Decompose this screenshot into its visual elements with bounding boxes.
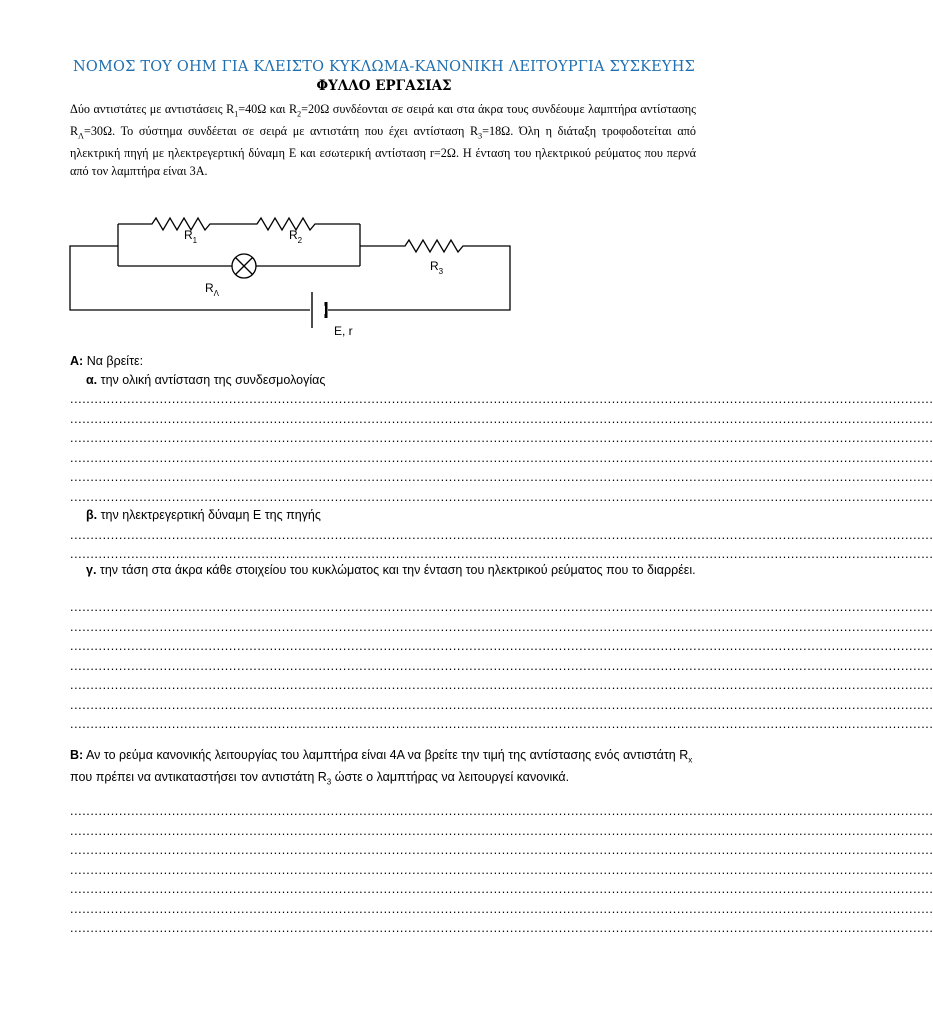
subscript: 3 [326, 777, 332, 787]
answer-line[interactable]: .................................................................................................................................................................................................................... [70, 490, 933, 504]
label-rl: $R_\Lambda$ [205, 281, 220, 298]
answer-line[interactable]: .................................................................................................................................................................................................................... [70, 392, 933, 406]
problem-statement [70, 101, 696, 180]
section-b [70, 747, 696, 791]
intro-text: =30Ω. Το σύστημα συνδέεται σε σειρά με αντιστάτη που έχει αντίσταση R [83, 124, 479, 139]
answer-line[interactable]: .................................................................................................................................................................................................................... [70, 882, 933, 896]
battery-icon [312, 292, 326, 328]
answer-line[interactable]: .................................................................................................................................................................................................................... [70, 824, 933, 838]
answer-line[interactable]: .................................................................................................................................................................................................................... [70, 547, 933, 561]
question-c-label: γ. [86, 563, 97, 577]
subscript: 3 [478, 131, 483, 141]
label-source: E, r [334, 324, 353, 338]
lamp-icon [232, 254, 256, 278]
answer-line[interactable]: .................................................................................................................................................................................................................... [70, 600, 933, 614]
label-r2: $R_2$ [289, 228, 303, 245]
worksheet-title: ΝΟΜΟΣ ΤΟΥ ΟΗΜ ΓΙΑ ΚΛΕΙΣΤΟ ΚΥΚΛΩΜΑ-ΚΑΝΟΝΙΚΗ ΛΕΙΤΟΥΡΓΙΑ ΣΥΣΚΕΥΗΣ [72, 59, 696, 75]
question-b-text: την ηλεκτρεγερτική δύναμη Ε της πηγής [100, 508, 321, 522]
answer-line[interactable]: .................................................................................................................................................................................................................... [70, 902, 933, 916]
answer-line[interactable]: .................................................................................................................................................................................................................... [70, 843, 933, 857]
resistors-r1-r2 [118, 218, 360, 230]
section-a-label: Α: [70, 354, 84, 368]
wire-left [70, 246, 310, 310]
section-b-text: που πρέπει να αντικαταστήσει τον αντιστάτη R [70, 770, 327, 785]
subscript: 1 [234, 109, 239, 119]
subscript: x [688, 755, 693, 765]
answer-line[interactable]: .................................................................................................................................................................................................................... [70, 717, 933, 731]
section-a-heading [70, 354, 143, 368]
question-c-text: την τάση στα άκρα κάθε στοιχείου του κυκλώματος και την ένταση του ηλεκτρικού ρεύματος που το διαρρέει. [99, 563, 696, 577]
answer-line[interactable]: .................................................................................................................................................................................................................... [70, 412, 933, 426]
answer-line[interactable]: .................................................................................................................................................................................................................... [70, 470, 933, 484]
question-b-label: β. [86, 508, 98, 522]
answer-line[interactable]: .................................................................................................................................................................................................................... [70, 698, 933, 712]
section-b-text: Αν το ρεύμα κανονικής λειτουργίας του λαμπτήρα είναι 4Α να βρείτε την τιμή της αντίστασης ενός αντιστάτη R [86, 748, 689, 762]
answer-line[interactable]: .................................................................................................................................................................................................................... [70, 659, 933, 673]
answer-line[interactable]: .................................................................................................................................................................................................................... [70, 639, 933, 653]
answer-line[interactable]: .................................................................................................................................................................................................................... [70, 431, 933, 445]
answer-line[interactable]: .................................................................................................................................................................................................................... [70, 451, 933, 465]
worksheet-subtitle: ΦΥΛΛΟ ΕΡΓΑΣΙΑΣ [316, 78, 452, 94]
intro-text: Δύο αντιστάτες με αντιστάσεις R [70, 102, 235, 116]
resistor-r3 [328, 240, 510, 310]
section-a-prompt: Να βρείτε: [86, 354, 144, 368]
answer-line[interactable]: .................................................................................................................................................................................................................... [70, 678, 933, 692]
answer-line[interactable]: .................................................................................................................................................................................................................... [70, 804, 933, 818]
answer-line[interactable]: .................................................................................................................................................................................................................... [70, 921, 933, 935]
question-a-text: την ολική αντίσταση της συνδεσμολογίας [100, 373, 326, 387]
answer-line[interactable]: .................................................................................................................................................................................................................... [70, 528, 933, 542]
intro-text: =18Ω. Όλη η διάταξη τροφοδοτείται από ηλεκτρική πηγή με ηλεκτρεγερτική δύναμη Ε και εσωτερική αντίσταση r=2Ω. Η ένταση του ηλεκτρικού ρεύματος που περνά από τον λαμπτήρα είναι 3Α. [70, 124, 696, 178]
label-r1: $R_1$ [184, 228, 198, 245]
question-a [86, 373, 325, 387]
intro-text: =40Ω και R [238, 102, 298, 116]
section-b-label: Β: [70, 748, 84, 762]
question-b [86, 508, 321, 522]
subscript: 2 [297, 109, 302, 119]
intro-text: =20Ω συνδέονται σε σειρά και στα άκρα τους συνδέουμε λαμπτήρα αντίστασης R [70, 102, 697, 139]
answer-line[interactable]: .................................................................................................................................................................................................................... [70, 620, 933, 634]
section-b-text: ώστε ο λαμπτήρας να λειτουργεί κανονικά. [331, 770, 570, 785]
subscript: Λ [78, 131, 84, 141]
question-c [70, 562, 696, 580]
question-a-label: α. [86, 373, 98, 387]
answer-line[interactable]: .................................................................................................................................................................................................................... [70, 863, 933, 877]
circuit-diagram [60, 200, 530, 350]
label-r3: $R_3$ [430, 259, 444, 276]
